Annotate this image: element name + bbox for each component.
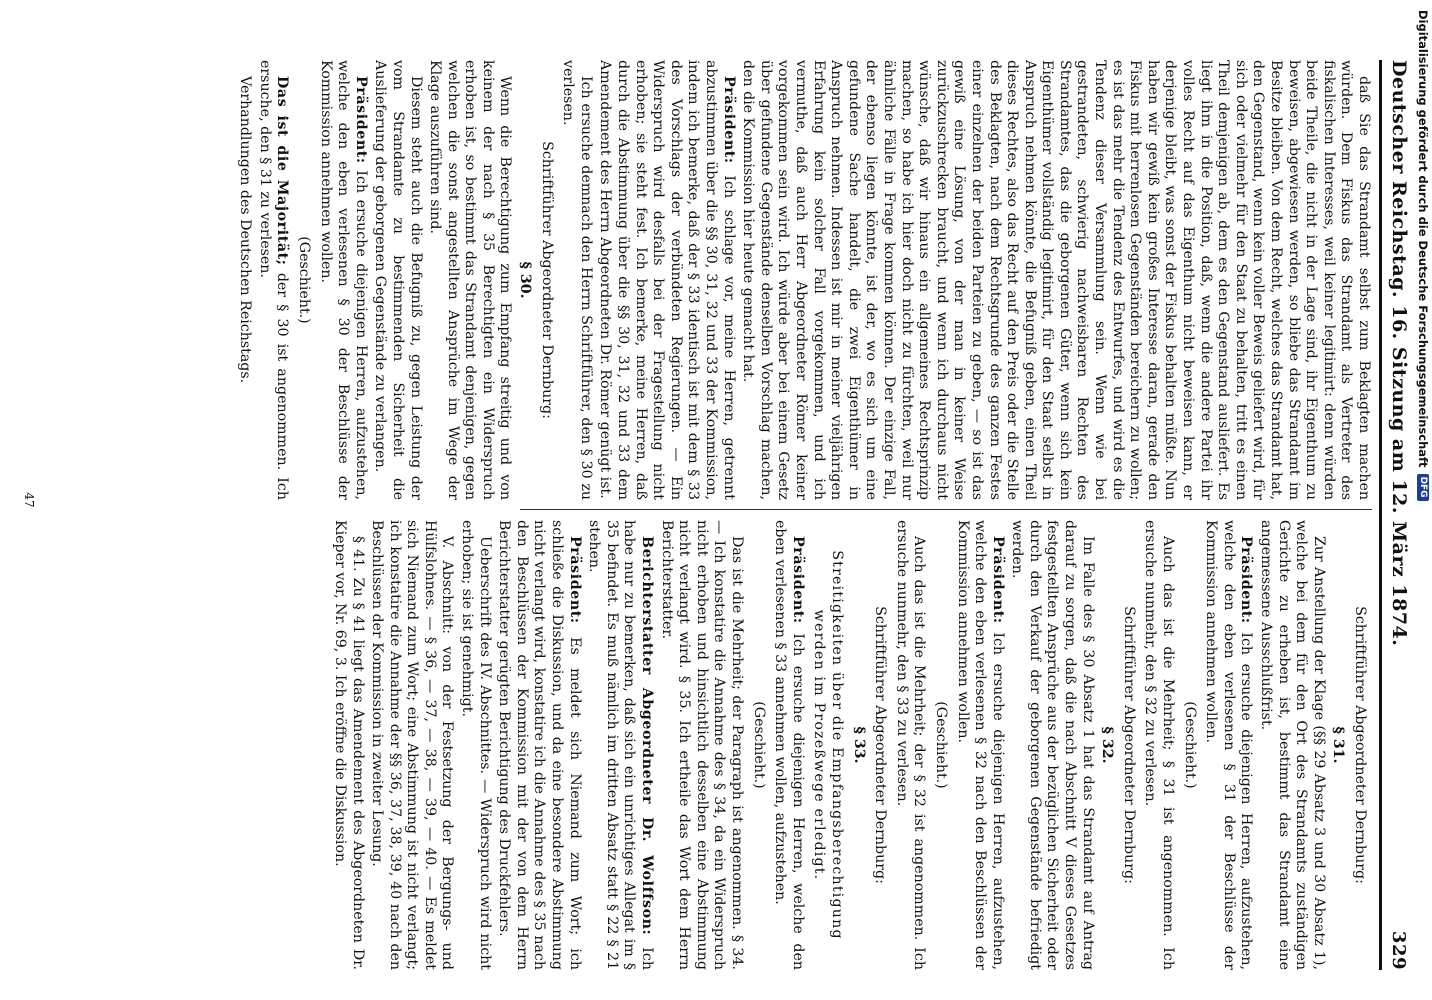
body-paragraph: Auch das ist die Mehrheit; § 31 ist angenommen. Ich ersuche nunmehr, den § 32 zu verlesen. [1142, 520, 1177, 970]
paragraph-number: § 33. [850, 726, 867, 764]
section-text: Streitigkeiten über die Empfangsberechtigung werden im Prozeßwege erledigt. [811, 550, 845, 940]
speaker-name: Präsident: [720, 76, 737, 164]
paragraph-number: § 32. [1099, 726, 1116, 764]
speaker-name: Präsident: [1238, 536, 1255, 624]
body-paragraph: Auch das ist die Mehrheit; der § 32 ist angenommen. Ich ersuche nunmehr, den § 33 zu verlesen. [893, 520, 928, 970]
speech-text: Es meldet sich Niemand zum Wort; ich schließe die Diskussion, und da eine besondere Abstimmung nicht verlangt wird, konstatire ich die Annahme des § 35 nach den Beschlüssen der Kommission mit der von dem Herrn Berichterstatter gerügten Berichtigung des Druckfehlers. [496, 520, 583, 970]
body-paragraph: Ueberschrift des IV. Abschnittes. — Widerspruch wird nicht erhoben; sie ist genehmigt. [459, 520, 493, 970]
speaker-name: Das ist die Majorität; [274, 76, 291, 266]
speech-paragraph [596, 60, 737, 500]
dfg-logo-icon: DFG [1417, 474, 1429, 501]
speaker-name: Präsident: [989, 536, 1006, 624]
body-paragraph: Wenn die Berechtigung zum Empfang streitig und von keinem der nach § 35 Berechtigten ein Widerspruch erhoben ist, so bestimmt das Strandamt denjenigen, gegen welchen die sonst angestellten Ansprüche im Wege der Klage auszuführen sind. [427, 60, 514, 500]
body-paragraph: V. Abschnitt: von der Festsetzung der Bergungs- und Hülfslohnes. — § 36, — 37, — 38, — 39, — 40. — Es meldet sich Niemand zum Wort; eine Abstimmung ist nicht verlangt; ich konstatire die Annahme der §§ 36, 37, 38, 39, 40 nach den Beschlüssen der Kommission in zweiter Lesung. [369, 520, 456, 970]
body-paragraph: § 41. Zu § 41 liegt das Amendement des Abgeordneten Dr. Kieper vor, Nr. 69, 3. Ich eröffne die Diskussion. [331, 520, 366, 970]
stage-direction: (Geschieht.) [295, 236, 312, 324]
speech-paragraph [316, 60, 369, 500]
speaker-name: Präsident: [789, 536, 806, 624]
paragraph-number: § 31. [1330, 726, 1347, 764]
right-column [60, 520, 1372, 970]
body-paragraph: Verhandlungen des Deutschen Reichstags. [237, 76, 254, 384]
signature-number: 47 [22, 492, 36, 508]
speech-text: Ich ersuche diejenigen Herren, aufzustehen, welche den eben verlesenen § 32 nach den Beschlüssen der Kommission annehmen wollen. [954, 520, 1006, 970]
body-paragraph: Diesem steht auch die Befugniß zu, gegen Leistung der vom Strandamte zu bestimmenden Sicherheit die Auslieferung der geborgenen Gegenstände zu verlangen. [372, 60, 424, 500]
speech-paragraph [255, 60, 290, 500]
stage-direction: (Geschieht.) [750, 701, 767, 789]
speaker-name: Präsident: [566, 536, 583, 624]
body-paragraph: Das ist die Mehrheit; der Paragraph ist angenommen. § 34. — Ich konstatire die Annahme des § 34, da ein Widerspruch nicht erhoben und hinsichtlich desselben eine Abstimmung nicht verlangt wird. § 35. Ich ertheile das Wort dem Herrn Berichterstatter. [658, 520, 745, 970]
speaker-heading: Schriftführer Abgeordneter Dernburg: [872, 606, 889, 884]
stage-direction: (Geschieht.) [1181, 701, 1198, 789]
speech-text: der § 30 ist angenommen. Ich ersuche, den § 31 zu verlesen. [256, 60, 291, 500]
speaker-name: Präsident: [352, 76, 369, 164]
speech-paragraph [1202, 520, 1255, 970]
speaker-heading: Schriftführer Abgeordneter Dernburg: [1352, 606, 1368, 884]
speech-paragraph [953, 520, 1006, 970]
running-title: Deutscher Reichstag. 16. Sitzung am 12. März 1874. [1388, 60, 1410, 647]
column-divider [520, 509, 1372, 510]
header-rule [1379, 60, 1382, 970]
speech-text: Ich ersuche diejenigen Herren, welche den eben verlesenen § 33 annehmen wollen, aufzustehen. [772, 520, 806, 970]
speech-text: Ich ersuche diejenigen Herren, aufzustehen, welche den eben verlesenen § 30 der Beschlüsse der Kommission annehmen wollen. [317, 60, 369, 500]
page-number: 329 [1388, 930, 1409, 970]
body-paragraph: Ich ersuche demnach den Herrn Schriftführer, den § 30 zu verlesen. [560, 60, 594, 500]
speech-paragraph [495, 520, 583, 970]
speaker-name: Berichterstatter Abgeordneter Dr. Wolffson: [639, 536, 656, 936]
speech-paragraph [771, 520, 806, 970]
speaker-heading: Schriftführer Abgeordneter Dernburg: [1120, 606, 1137, 884]
speech-text: Ich habe nur zu bemerken, daß sich ein unrichtiges Allegat im § 35 befindet. Es muß nämlich im dritten Absatz statt § 22 § 21 stehen. [586, 520, 656, 970]
paragraph-number: § 30. [517, 261, 534, 299]
body-paragraph: daß Sie das Strandamt selbst zum Beklagten machen würden. Dem Fiskus das Strandamt als Vertreter des fiskalischen Interesses, weil keiner legitimirt: denn würden beide Theile, die nicht in der Lage sind, ihr Eigenthum zu beweisen, abgewiesen werden, so bliebe das Strandamt im Besitze bleiben. Von dem Recht, welches das Strandamt hat, den Gegenstand, wenn kein voller Beweis geliefert wird, für sich oder vielmehr für den Staat zu behalten, tritt es einen Theil demjenigen ab, dem es den Gegenstand ausliefert. Es liegt ihm in die Position, daß, wenn die andere Partei ihr volles Recht auf das Eigenthum nicht beweisen kann, er derjenige bleibt, was sonst der Fiskus behalten müßte. Nun haben wir gewiß kein großes Interesse daran, gerade den Fiskus mit herrenlosen Gegenständen bereichern zu wollen; es ist das mehr die Tendenz des Entwurfes, und wird es die Tendenz dieser Versammlung sein. Wenn wie bei gestrandeten, schwierig nachweisbaren Rechten des Strandamtes, das die geborgenen Güter, wenn sich kein Eigenthümer vollständig legitimirt, für den Staat selbst in Anspruch nehmen könnte, die Befugniß geben, einen Theil dieses Rechtes, also das Recht auf den Preis oder die Stelle des Beklagten, nach dem Rechtsgrunde des ganzen Festes einer einzelnen der beiden Parteien zu geben, — so ist das gewiß eine Lösung, von der man in keiner Weise zurückzuschrecken braucht, und wenn ich durchaus nicht wünsche, daß wir hinaus ein allgemeines Rechtsprinzip machen, so habe ich hier doch nicht zu fürchten, weil nur ähnliche Fälle in Frage kommen können. Der einzige Fall, der ebenso liegen könnte, ist der, wo es sich um eine gefundene Sache handelt, die zwei Eigenthümer in Anspruch nehmen. Indessen ist mir in meiner vieljährigen Erfahrung kein solcher Fall vorgekommen, und ich vermuthe, daß auch Herr Abgeordneter Römer keiner vorgekommen sein wird. Ich würde aber bei einem Gesetz über gefundene Gegenstände denselben Vorschlag machen, den die Kommission hier heute gemacht hat. [740, 60, 1372, 500]
speech-text: Ich schlage vor, meine Herren, getrennt abzustimmen über die §§ 30, 31, 32 und 33 der Kommission, indem ich bemerke, daß der § 33 identisch ist mit dem § 33 des Vorschlags der verbündeten Regierungen. — Ein Widerspruch wird desfalls bei der Fragestellung nicht erhoben; sie steht fest. Ich bemerke, meine Herren, daß durch die Abstimmung über die §§ 30, 31, 32 und 33 dem Amendement des Herrn Abgeordneten Dr. Römer genügt ist. [597, 60, 737, 500]
body-paragraph: Im Falle des § 30 Absatz 1 hat das Strandamt auf Antrag darauf zu sorgen, daß die nach Abschnitt V dieses Gesetzes festgestellten Ansprüche aus der bezüglichen Sicherheit oder durch den Verkauf der geborgenen Gegenstände befriedigt werden. [1009, 520, 1096, 970]
speech-paragraph [585, 520, 655, 970]
notice-text: Digitalisierung gefördert durch die Deutsche Forschungsgemeinschaft [1416, 10, 1430, 468]
speaker-heading: Schriftführer Abgeordneter Dernburg: [538, 141, 555, 419]
left-column [60, 60, 1372, 500]
body-paragraph: Zur Anstellung der Klage (§§ 29 Absatz 3 und 30 Absatz 1), welche bei dem für den Ort des Strandamts zuständigen Gerichte zu erheben ist, bestimmt das Strandamt eine angemessene Ausschlußfrist. [1258, 520, 1327, 970]
speech-text: Ich ersuche diejenigen Herren, aufzustehen, welche den eben verlesenen § 31 der Beschlüsse der Kommission annehmen wollen. [1203, 520, 1255, 970]
digitization-notice [1410, 0, 1432, 1000]
stage-direction: (Geschieht.) [932, 701, 949, 789]
